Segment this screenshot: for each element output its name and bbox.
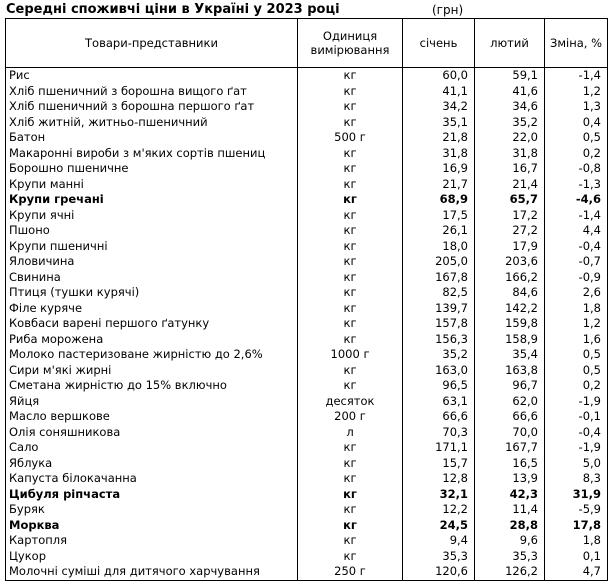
january-price-cell: 41,1 (403, 84, 475, 100)
table-row (6, 223, 608, 239)
unit-cell: кг (298, 471, 403, 487)
table-row (6, 301, 608, 317)
february-price-cell: 21,4 (475, 177, 545, 193)
header-change: Зміна, % (545, 19, 608, 68)
product-name-cell: Крупи ячні (6, 208, 298, 224)
january-price-cell: 12,8 (403, 471, 475, 487)
january-price-cell: 15,7 (403, 456, 475, 472)
change-percent-cell: 0,5 (545, 363, 608, 379)
january-price-cell: 167,8 (403, 270, 475, 286)
table-row (6, 316, 608, 332)
unit-cell: л (298, 425, 403, 441)
february-price-cell: 142,2 (475, 301, 545, 317)
table-row (6, 518, 608, 534)
january-price-cell: 120,6 (403, 564, 475, 580)
change-percent-cell: -1,3 (545, 177, 608, 193)
header-unit: Одиниця вимірювання (298, 19, 403, 68)
february-price-cell: 158,9 (475, 332, 545, 348)
product-name-cell: Рис (6, 68, 298, 84)
table-row (6, 425, 608, 441)
header-february: лютий (475, 19, 545, 68)
change-percent-cell: 2,6 (545, 285, 608, 301)
change-percent-cell: 5,0 (545, 456, 608, 472)
january-price-cell: 205,0 (403, 254, 475, 270)
february-price-cell: 159,8 (475, 316, 545, 332)
product-name-cell: Олія соняшникова (6, 425, 298, 441)
january-price-cell: 21,8 (403, 130, 475, 146)
product-name-cell: Морква (6, 518, 298, 534)
january-price-cell: 32,1 (403, 487, 475, 503)
january-price-cell: 26,1 (403, 223, 475, 239)
product-name-cell: Яловичина (6, 254, 298, 270)
january-price-cell: 156,3 (403, 332, 475, 348)
product-name-cell: Філе куряче (6, 301, 298, 317)
table-row (6, 456, 608, 472)
february-price-cell: 11,4 (475, 502, 545, 518)
product-name-cell: Макаронні вироби з м'яких сортів пшениц (6, 146, 298, 162)
february-price-cell: 59,1 (475, 68, 545, 84)
change-percent-cell: 1,3 (545, 99, 608, 115)
january-price-cell: 18,0 (403, 239, 475, 255)
change-percent-cell: -0,1 (545, 409, 608, 425)
table-row (6, 378, 608, 394)
january-price-cell: 60,0 (403, 68, 475, 84)
change-percent-cell: -0,9 (545, 270, 608, 286)
change-percent-cell: -4,6 (545, 192, 608, 208)
change-percent-cell: -0,7 (545, 254, 608, 270)
product-name-cell: Молоко пастеризоване жирністю до 2,6% (6, 347, 298, 363)
change-percent-cell: 0,1 (545, 549, 608, 565)
product-name-cell: Сало (6, 440, 298, 456)
product-name-cell: Яблука (6, 456, 298, 472)
product-name-cell: Пшоно (6, 223, 298, 239)
february-price-cell: 42,3 (475, 487, 545, 503)
product-name-cell: Сири м'які жирні (6, 363, 298, 379)
unit-cell: десяток (298, 394, 403, 410)
unit-cell: кг (298, 316, 403, 332)
unit-cell: кг (298, 270, 403, 286)
prices-table (5, 18, 608, 581)
product-name-cell: Картопля (6, 533, 298, 549)
table-row (6, 192, 608, 208)
product-name-cell: Ковбаси варені першого ґатунку (6, 316, 298, 332)
february-price-cell: 28,8 (475, 518, 545, 534)
february-price-cell: 96,7 (475, 378, 545, 394)
february-price-cell: 9,6 (475, 533, 545, 549)
february-price-cell: 17,9 (475, 239, 545, 255)
february-price-cell: 163,8 (475, 363, 545, 379)
change-percent-cell: 0,4 (545, 115, 608, 131)
unit-cell: кг (298, 99, 403, 115)
january-price-cell: 35,3 (403, 549, 475, 565)
unit-cell: кг (298, 223, 403, 239)
table-row (6, 440, 608, 456)
table-row (6, 347, 608, 363)
unit-cell: кг (298, 518, 403, 534)
unit-cell: кг (298, 301, 403, 317)
january-price-cell: 139,7 (403, 301, 475, 317)
unit-cell: 500 г (298, 130, 403, 146)
january-price-cell: 171,1 (403, 440, 475, 456)
table-row (6, 208, 608, 224)
february-price-cell: 126,2 (475, 564, 545, 580)
header-row (6, 19, 608, 68)
table-row (6, 115, 608, 131)
product-name-cell: Сметана жирністю до 15% включно (6, 378, 298, 394)
january-price-cell: 12,2 (403, 502, 475, 518)
change-percent-cell: 0,2 (545, 146, 608, 162)
change-percent-cell: 31,9 (545, 487, 608, 503)
table-row (6, 394, 608, 410)
table-row (6, 146, 608, 162)
unit-cell: кг (298, 177, 403, 193)
unit-cell: 200 г (298, 409, 403, 425)
january-price-cell: 157,8 (403, 316, 475, 332)
table-row (6, 533, 608, 549)
product-name-cell: Борошно пшеничне (6, 161, 298, 177)
change-percent-cell: -1,9 (545, 394, 608, 410)
header-january: січень (403, 19, 475, 68)
unit-cell: кг (298, 161, 403, 177)
change-percent-cell: 1,8 (545, 301, 608, 317)
table-row (6, 487, 608, 503)
change-percent-cell: 0,5 (545, 347, 608, 363)
table-row (6, 68, 608, 84)
product-name-cell: Хліб пшеничний з борошна першого ґат (6, 99, 298, 115)
product-name-cell: Масло вершкове (6, 409, 298, 425)
january-price-cell: 24,5 (403, 518, 475, 534)
january-price-cell: 34,2 (403, 99, 475, 115)
unit-cell: кг (298, 115, 403, 131)
january-price-cell: 96,5 (403, 378, 475, 394)
unit-cell: кг (298, 68, 403, 84)
unit-cell: кг (298, 146, 403, 162)
header-product: Товари-представники (6, 19, 298, 68)
january-price-cell: 35,1 (403, 115, 475, 131)
table-body (6, 68, 608, 581)
february-price-cell: 167,7 (475, 440, 545, 456)
page-title: Середні споживчі ціни в Україні у 2023 році (6, 2, 340, 17)
february-price-cell: 41,6 (475, 84, 545, 100)
january-price-cell: 35,2 (403, 347, 475, 363)
change-percent-cell: -1,4 (545, 68, 608, 84)
unit-cell: кг (298, 378, 403, 394)
table-row (6, 99, 608, 115)
product-name-cell: Цукор (6, 549, 298, 565)
product-name-cell: Крупи гречані (6, 192, 298, 208)
change-percent-cell: 1,8 (545, 533, 608, 549)
change-percent-cell: 8,3 (545, 471, 608, 487)
product-name-cell: Риба морожена (6, 332, 298, 348)
table-row (6, 409, 608, 425)
table-row (6, 564, 608, 580)
unit-cell: кг (298, 440, 403, 456)
change-percent-cell: 0,2 (545, 378, 608, 394)
february-price-cell: 16,7 (475, 161, 545, 177)
change-percent-cell: -5,9 (545, 502, 608, 518)
january-price-cell: 163,0 (403, 363, 475, 379)
unit-cell: кг (298, 549, 403, 565)
table-row (6, 254, 608, 270)
february-price-cell: 84,6 (475, 285, 545, 301)
change-percent-cell: -0,4 (545, 425, 608, 441)
change-percent-cell: -1,9 (545, 440, 608, 456)
product-name-cell: Крупи пшеничні (6, 239, 298, 255)
currency-note: (грн) (432, 3, 464, 17)
unit-cell: кг (298, 533, 403, 549)
change-percent-cell: -0,4 (545, 239, 608, 255)
february-price-cell: 35,3 (475, 549, 545, 565)
unit-cell: 250 г (298, 564, 403, 580)
january-price-cell: 21,7 (403, 177, 475, 193)
table-row (6, 177, 608, 193)
change-percent-cell: 0,5 (545, 130, 608, 146)
february-price-cell: 13,9 (475, 471, 545, 487)
unit-cell: кг (298, 502, 403, 518)
product-name-cell: Капуста білокачанна (6, 471, 298, 487)
february-price-cell: 65,7 (475, 192, 545, 208)
january-price-cell: 31,8 (403, 146, 475, 162)
table-row (6, 549, 608, 565)
product-name-cell: Цибуля ріпчаста (6, 487, 298, 503)
february-price-cell: 17,2 (475, 208, 545, 224)
february-price-cell: 34,6 (475, 99, 545, 115)
february-price-cell: 66,6 (475, 409, 545, 425)
february-price-cell: 35,2 (475, 115, 545, 131)
product-name-cell: Хліб житній, житньо-пшеничний (6, 115, 298, 131)
february-price-cell: 27,2 (475, 223, 545, 239)
unit-cell: кг (298, 363, 403, 379)
product-name-cell: Яйця (6, 394, 298, 410)
february-price-cell: 35,4 (475, 347, 545, 363)
table-row (6, 270, 608, 286)
change-percent-cell: -1,4 (545, 208, 608, 224)
product-name-cell: Буряк (6, 502, 298, 518)
table-row (6, 130, 608, 146)
february-price-cell: 31,8 (475, 146, 545, 162)
product-name-cell: Хліб пшеничний з борошна вищого ґат (6, 84, 298, 100)
table-row (6, 84, 608, 100)
table-row (6, 502, 608, 518)
february-price-cell: 166,2 (475, 270, 545, 286)
unit-cell: кг (298, 208, 403, 224)
february-price-cell: 203,6 (475, 254, 545, 270)
unit-cell: кг (298, 239, 403, 255)
table-row (6, 332, 608, 348)
february-price-cell: 70,0 (475, 425, 545, 441)
unit-cell: кг (298, 84, 403, 100)
january-price-cell: 70,3 (403, 425, 475, 441)
february-price-cell: 62,0 (475, 394, 545, 410)
january-price-cell: 17,5 (403, 208, 475, 224)
change-percent-cell: 1,6 (545, 332, 608, 348)
january-price-cell: 16,9 (403, 161, 475, 177)
product-name-cell: Крупи манні (6, 177, 298, 193)
unit-cell: кг (298, 192, 403, 208)
february-price-cell: 22,0 (475, 130, 545, 146)
table-row (6, 285, 608, 301)
table-row (6, 471, 608, 487)
january-price-cell: 9,4 (403, 533, 475, 549)
product-name-cell: Птиця (тушки курячі) (6, 285, 298, 301)
january-price-cell: 66,6 (403, 409, 475, 425)
product-name-cell: Свинина (6, 270, 298, 286)
january-price-cell: 82,5 (403, 285, 475, 301)
january-price-cell: 63,1 (403, 394, 475, 410)
change-percent-cell: -0,8 (545, 161, 608, 177)
february-price-cell: 16,5 (475, 456, 545, 472)
product-name-cell: Батон (6, 130, 298, 146)
unit-cell: 1000 г (298, 347, 403, 363)
unit-cell: кг (298, 456, 403, 472)
table-row (6, 239, 608, 255)
table-row (6, 363, 608, 379)
january-price-cell: 68,9 (403, 192, 475, 208)
unit-cell: кг (298, 285, 403, 301)
change-percent-cell: 17,8 (545, 518, 608, 534)
unit-cell: кг (298, 254, 403, 270)
change-percent-cell: 4,4 (545, 223, 608, 239)
table-row (6, 161, 608, 177)
change-percent-cell: 1,2 (545, 316, 608, 332)
unit-cell: кг (298, 487, 403, 503)
unit-cell: кг (298, 332, 403, 348)
change-percent-cell: 1,2 (545, 84, 608, 100)
product-name-cell: Молочні суміші для дитячого харчування (6, 564, 298, 580)
change-percent-cell: 4,7 (545, 564, 608, 580)
